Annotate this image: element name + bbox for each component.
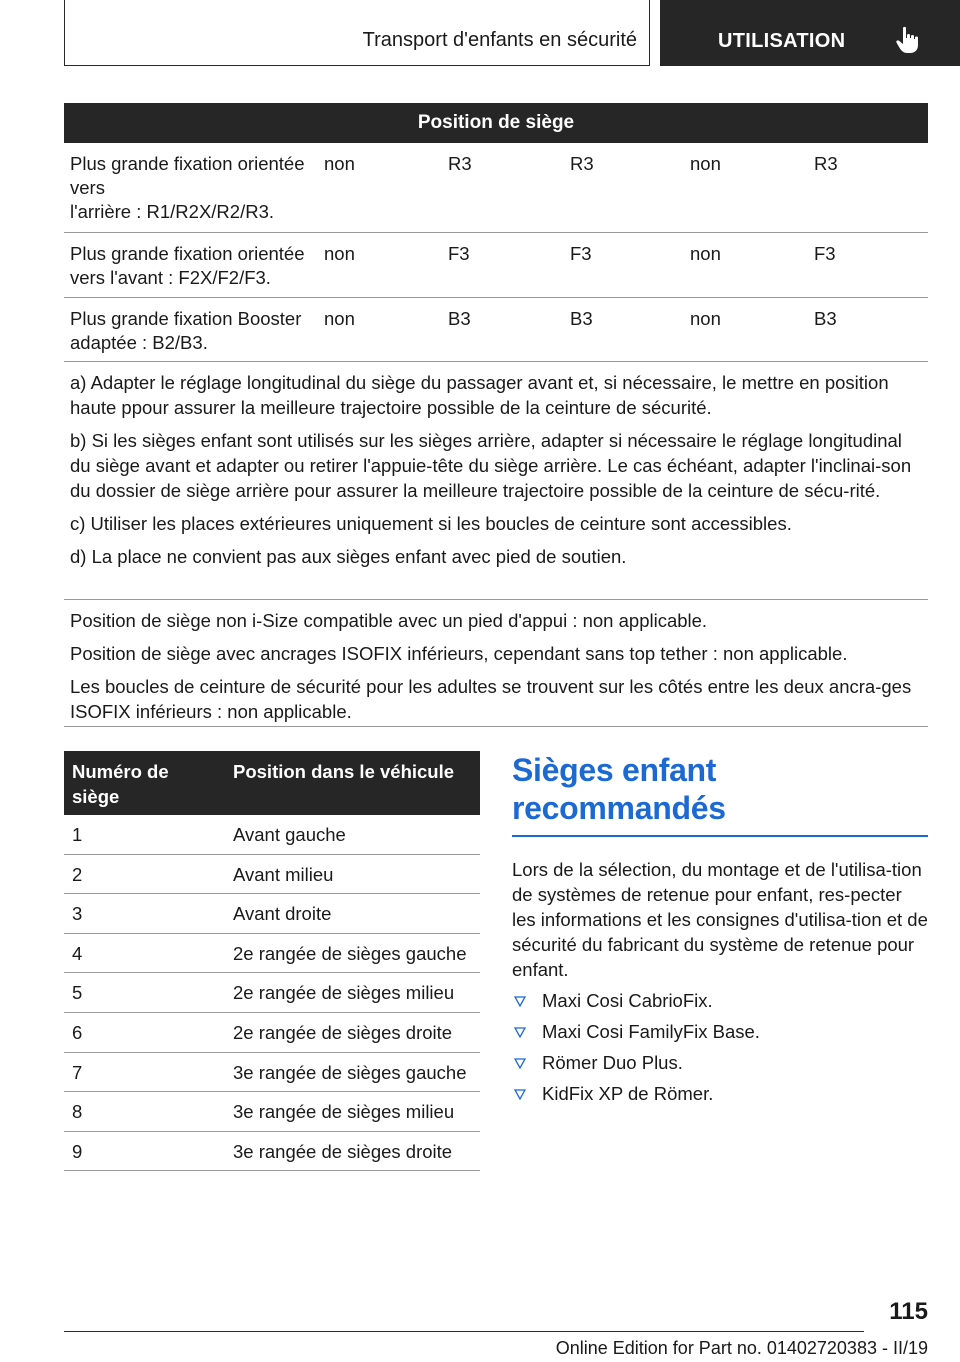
table-header bbox=[64, 751, 480, 815]
table-row bbox=[64, 1013, 480, 1053]
list-item bbox=[512, 1019, 928, 1044]
chapter-tab bbox=[660, 0, 960, 66]
table-cell: F3 bbox=[448, 243, 470, 264]
table-cell: B3 bbox=[814, 308, 837, 329]
heading-rule bbox=[512, 835, 928, 837]
table-row bbox=[64, 143, 928, 233]
table-cell: R3 bbox=[448, 153, 472, 174]
table-cell: R3 bbox=[814, 153, 838, 174]
seat-location: 2e rangée de sièges gauche bbox=[233, 942, 467, 964]
table-row bbox=[64, 298, 928, 362]
seat-number: 6 bbox=[72, 1021, 83, 1043]
table-cell: B3 bbox=[570, 308, 593, 329]
bullet-triangle-icon bbox=[514, 1089, 526, 1100]
table-cell: R3 bbox=[570, 153, 594, 174]
note-item: Position de siège avec ancrages ISOFIX inférieurs, cependant sans top tether : non applicable. bbox=[70, 643, 848, 664]
table-cell: B3 bbox=[448, 308, 471, 329]
table-row bbox=[64, 233, 928, 298]
seat-number: 1 bbox=[72, 824, 83, 845]
table-cell: F3 bbox=[570, 243, 592, 264]
seat-number: 2 bbox=[72, 863, 83, 885]
list-item bbox=[512, 1081, 928, 1106]
list-item-text: Römer Duo Plus. bbox=[542, 1052, 683, 1073]
bullet-triangle-icon bbox=[514, 996, 526, 1007]
chapter-title: UTILISATION bbox=[718, 30, 846, 52]
seat-position-table bbox=[64, 103, 928, 362]
seat-number: 8 bbox=[72, 1101, 83, 1123]
seat-location: 3e rangée de sièges droite bbox=[233, 1140, 453, 1162]
list-item-text: Maxi Cosi FamilyFix Base. bbox=[542, 1021, 760, 1042]
table-row bbox=[64, 855, 480, 895]
seat-number: 5 bbox=[72, 982, 83, 1004]
bullet-triangle-icon bbox=[514, 1058, 526, 1069]
pointing-hand-icon bbox=[896, 26, 922, 54]
table-cell: non bbox=[324, 308, 355, 329]
seat-location: 2e rangée de sièges droite bbox=[233, 1021, 453, 1043]
seat-number: 7 bbox=[72, 1061, 83, 1083]
seat-location: 2e rangée de sièges milieu bbox=[233, 982, 455, 1004]
table-cell: non bbox=[690, 308, 721, 329]
section-title: Transport d'enfants en sécurité bbox=[362, 29, 637, 51]
row-label bbox=[70, 152, 316, 224]
column-header-number: Numéro de siège bbox=[72, 761, 169, 807]
list-item bbox=[512, 988, 928, 1013]
table-row bbox=[64, 934, 480, 974]
column-header-position: Position dans le véhicule bbox=[233, 761, 455, 782]
page-header bbox=[0, 0, 960, 66]
edition-footer: Online Edition for Part no. 01402720383 - II/19 bbox=[555, 1338, 928, 1358]
table-row bbox=[64, 973, 480, 1013]
footer-divider bbox=[64, 1331, 864, 1332]
table-footnotes bbox=[64, 370, 928, 600]
table-cell: non bbox=[690, 243, 721, 264]
recommended-seats-section bbox=[512, 751, 928, 1106]
page-number: 115 bbox=[889, 1298, 928, 1325]
seat-location: 3e rangée de sièges gauche bbox=[233, 1061, 467, 1083]
applicability-notes bbox=[64, 608, 928, 727]
row-label-text: Plus grande fixation orientée vers l'arrière : R1/R2X/R2/R3. bbox=[70, 153, 305, 222]
intro-paragraph: Lors de la sélection, du montage et de l'utilisa-tion de systèmes de retenue pour enfant, res-pecter les informations et les consignes d'utilisa-tion et de sécurité du fabricant du système de retenue pour enfant. bbox=[512, 859, 928, 980]
table-cell: F3 bbox=[814, 243, 836, 264]
note-item: Les boucles de ceinture de sécurité pour les adultes se trouvent sur les côtés entre les deux ancra-ges ISOFIX inférieurs : non applicable. bbox=[70, 676, 912, 722]
footnote-d: d) La place ne convient pas aux sièges enfant avec pied de soutien. bbox=[70, 546, 627, 567]
row-label: Plus grande fixation orientée vers l'avant : F2X/F2/F3. bbox=[70, 243, 305, 288]
seat-number: 4 bbox=[72, 942, 83, 964]
recommended-list bbox=[512, 988, 928, 1106]
seat-location: 3e rangée de sièges milieu bbox=[233, 1101, 455, 1123]
seat-location: Avant droite bbox=[233, 903, 332, 925]
table-row bbox=[64, 1132, 480, 1172]
list-item-text: Maxi Cosi CabrioFix. bbox=[542, 990, 713, 1011]
seat-table-heading: Position de siège bbox=[64, 103, 928, 143]
list-item-text: KidFix XP de Römer. bbox=[542, 1083, 714, 1104]
table-cell: non bbox=[324, 153, 355, 174]
row-label: Plus grande fixation Booster adaptée : B2/B3. bbox=[70, 308, 302, 353]
note-item: Position de siège non i-Size compatible avec un pied d'appui : non applicable. bbox=[70, 610, 708, 631]
bullet-triangle-icon bbox=[514, 1027, 526, 1038]
seat-number: 3 bbox=[72, 903, 83, 925]
table-row bbox=[64, 894, 480, 934]
table-row bbox=[64, 1092, 480, 1132]
list-item bbox=[512, 1050, 928, 1075]
footnote-c: c) Utiliser les places extérieures uniquement si les boucles de ceinture sont accessibles. bbox=[70, 513, 792, 534]
footnote-b: b) Si les sièges enfant sont utilisés sur les sièges arrière, adapter si nécessaire le réglage longitudinal du siège avant et adapter ou retirer l'appuie-tête du siège arrière. Le cas échéant, adapter l'inclinai-son du dossier de siège arrière pour assurer la meilleure trajectoire possible de la ceinture de sécu-rité. bbox=[70, 430, 912, 501]
section-tab bbox=[64, 0, 650, 66]
table-row bbox=[64, 815, 480, 855]
footnote-a: a) Adapter le réglage longitudinal du siège du passager avant et, si nécessaire, le mettre en position haute ppour assurer la meilleure trajectoire possible de la ceinture de sécurité. bbox=[70, 372, 889, 418]
table-row bbox=[64, 1053, 480, 1093]
table-cell: non bbox=[690, 153, 721, 174]
seat-location: Avant gauche bbox=[233, 824, 346, 845]
table-cell: non bbox=[324, 243, 355, 264]
section-heading: Sièges enfant recommandés bbox=[512, 752, 726, 826]
seat-location: Avant milieu bbox=[233, 863, 334, 885]
seat-number: 9 bbox=[72, 1140, 83, 1162]
seat-number-table bbox=[64, 751, 480, 1171]
